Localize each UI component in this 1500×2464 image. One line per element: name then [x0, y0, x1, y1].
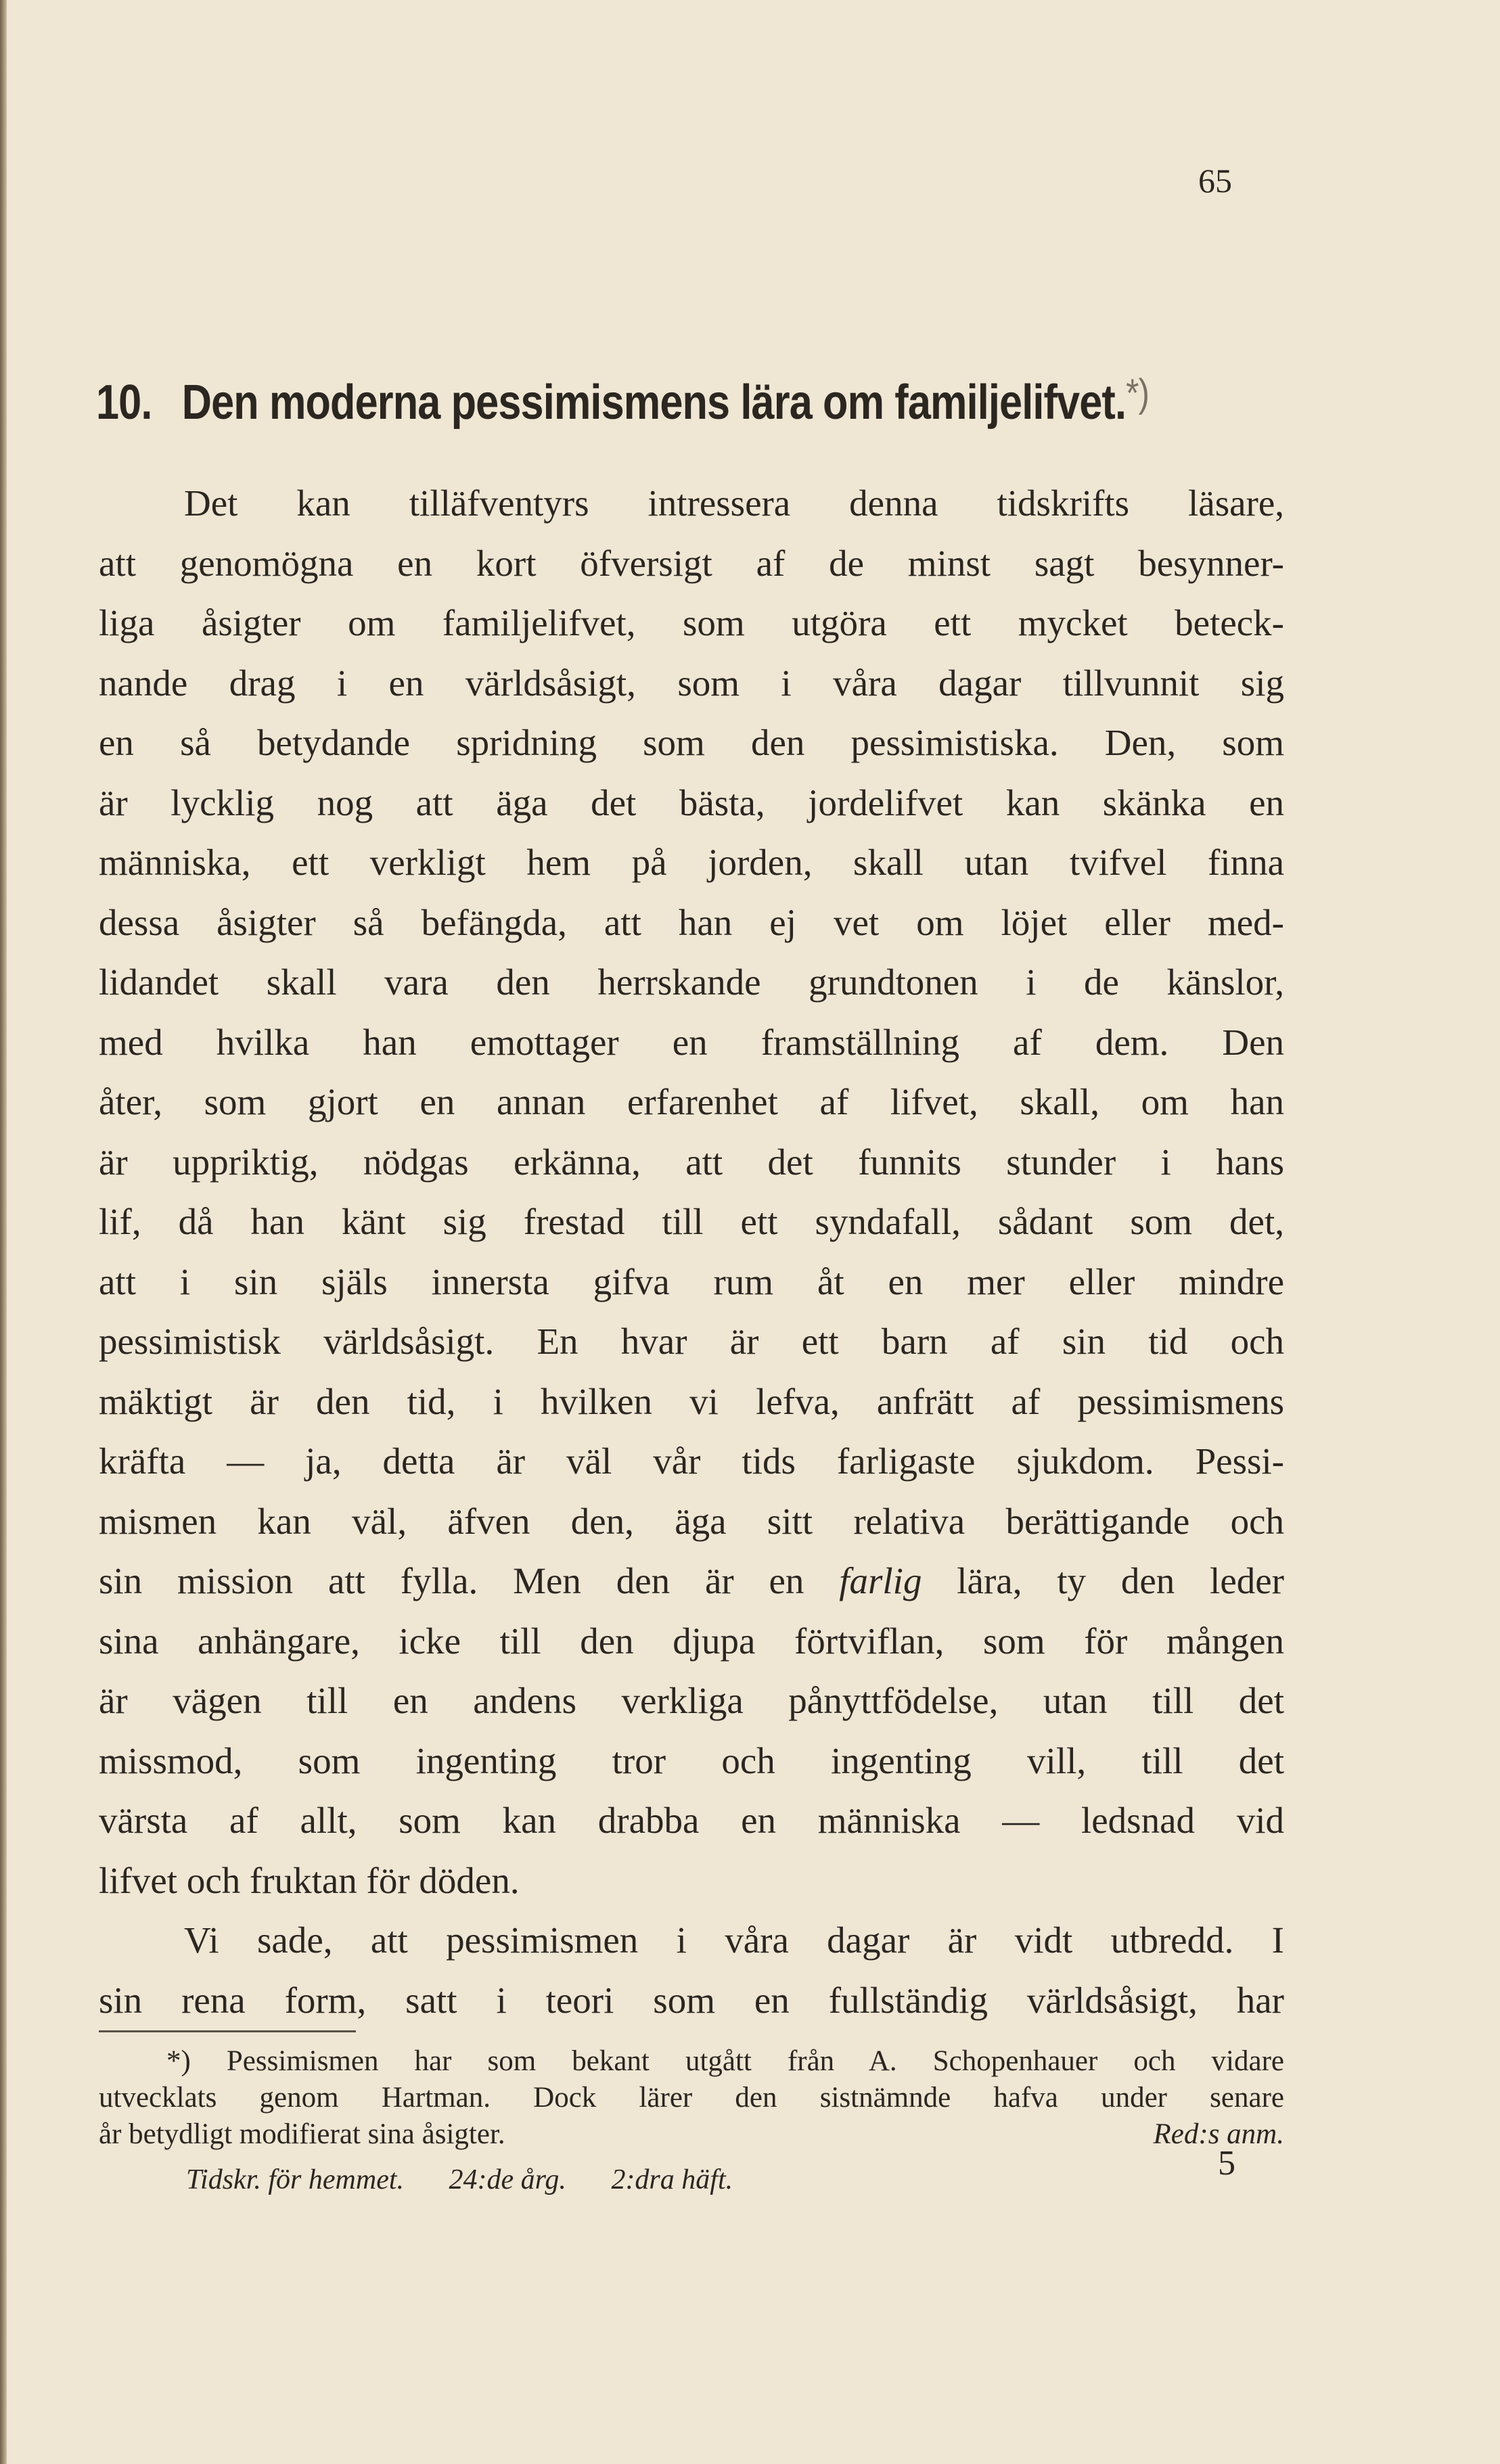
footnote-line: år betydligt modifierat sina åsigter. Red:s anm. — [99, 2116, 1284, 2153]
text-line: kräfta — ja, detta är väl vår tids farligaste sjukdom. Pessi- — [99, 1440, 1284, 1482]
text-line: är uppriktig, nödgas erkänna, att det funnits stunder i hans — [99, 1141, 1284, 1183]
text-line: mäktigt är den tid, i hvilken vi lefva, anfrätt af pessimismens — [99, 1380, 1284, 1422]
footnote-divider — [99, 2030, 356, 2032]
body-text — [99, 474, 1284, 2030]
section-title: Den moderna pessimismens lära om familjelifvet. — [181, 375, 1127, 430]
footnote-reference: *) — [1126, 371, 1150, 415]
text-line: att genomögna en kort öfversigt af de minst sagt besynner- — [99, 542, 1284, 584]
text-line: är lycklig nog att äga det bästa, jordelifvet kan skänka en — [99, 781, 1284, 823]
text-line: lif, då han känt sig frestad till ett syndafall, sådant som det, — [99, 1201, 1284, 1242]
text-line: Det kan tilläfventyrs intressera denna tidskrifts läsare, — [184, 482, 1284, 524]
footnote — [99, 2043, 1284, 2153]
text-line: dessa åsigter så befängda, att han ej vet om löjet eller med- — [99, 901, 1284, 943]
page-number: 65 — [1198, 162, 1232, 200]
text-line: liga åsigter om familjelifvet, som utgöra ett mycket beteck- — [99, 602, 1284, 643]
text-line: pessimistisk världsåsigt. En hvar är ett barn af sin tid och — [99, 1321, 1284, 1362]
text-line: är vägen till en andens verkliga pånyttfödelse, utan till det — [99, 1680, 1284, 1721]
text-line: Vi sade, att pessimismen i våra dagar är vidt utbredd. I — [184, 1919, 1284, 1961]
printer-signature-mark: 5 — [1218, 2144, 1235, 2183]
page-footer — [186, 2164, 1255, 2196]
text-line: lidandet skall vara den herrskande grundtonen i de känslor, — [99, 961, 1284, 1003]
footnote-line: utvecklats genom Hartman. Dock lärer den sistnämnde hafva under senare — [99, 2082, 1284, 2114]
text-line: att i sin själs innersta gifva rum åt en mer eller mindre — [99, 1260, 1284, 1302]
section-heading — [96, 371, 1150, 430]
text-line: värsta af allt, som kan drabba en människa — ledsnad vid — [99, 1800, 1284, 1841]
text-line: människa, ett verkligt hem på jorden, skall utan tvifvel finna — [99, 842, 1284, 883]
text-line: lifvet och fruktan för döden. — [99, 1859, 520, 1901]
page-binding-edge — [0, 0, 7, 2464]
footnote-line: *) Pessimismen har som bekant utgått från A. Schopenhauer och vidare — [166, 2045, 1284, 2077]
issue: 2:dra häft. — [611, 2164, 733, 2195]
section-number: 10. — [96, 375, 152, 430]
text-line: åter, som gjort en annan erfarenhet af lifvet, skall, om han — [99, 1081, 1284, 1122]
text-line: missmod, som ingenting tror och ingenting vill, till det — [99, 1739, 1284, 1781]
text-line: en så betydande spridning som den pessimistiska. Den, som — [99, 722, 1284, 763]
text-line: sina anhängare, icke till den djupa förtviflan, som för mången — [99, 1620, 1284, 1662]
volume: 24:de årg. — [449, 2164, 566, 2195]
text-line: med hvilka han emottager en framställning af dem. Den — [99, 1021, 1284, 1063]
emphasized-word: farlig — [839, 1560, 922, 1601]
text-line: nande drag i en världsåsigt, som i våra dagar tillvunnit sig — [99, 662, 1284, 704]
editor-note-signature: Red:s anm. — [1153, 2118, 1284, 2150]
text-line: sin rena form, satt i teori som en fullständig världsåsigt, har — [99, 1979, 1284, 2021]
text-line: mismen kan väl, äfven den, äga sitt relativa berättigande och — [99, 1500, 1284, 1542]
journal-title: Tidskr. för hemmet. — [186, 2164, 405, 2195]
text-line-emphasis: sin mission att fylla. Men den är en farlig lära, ty den leder — [99, 1560, 1284, 1601]
